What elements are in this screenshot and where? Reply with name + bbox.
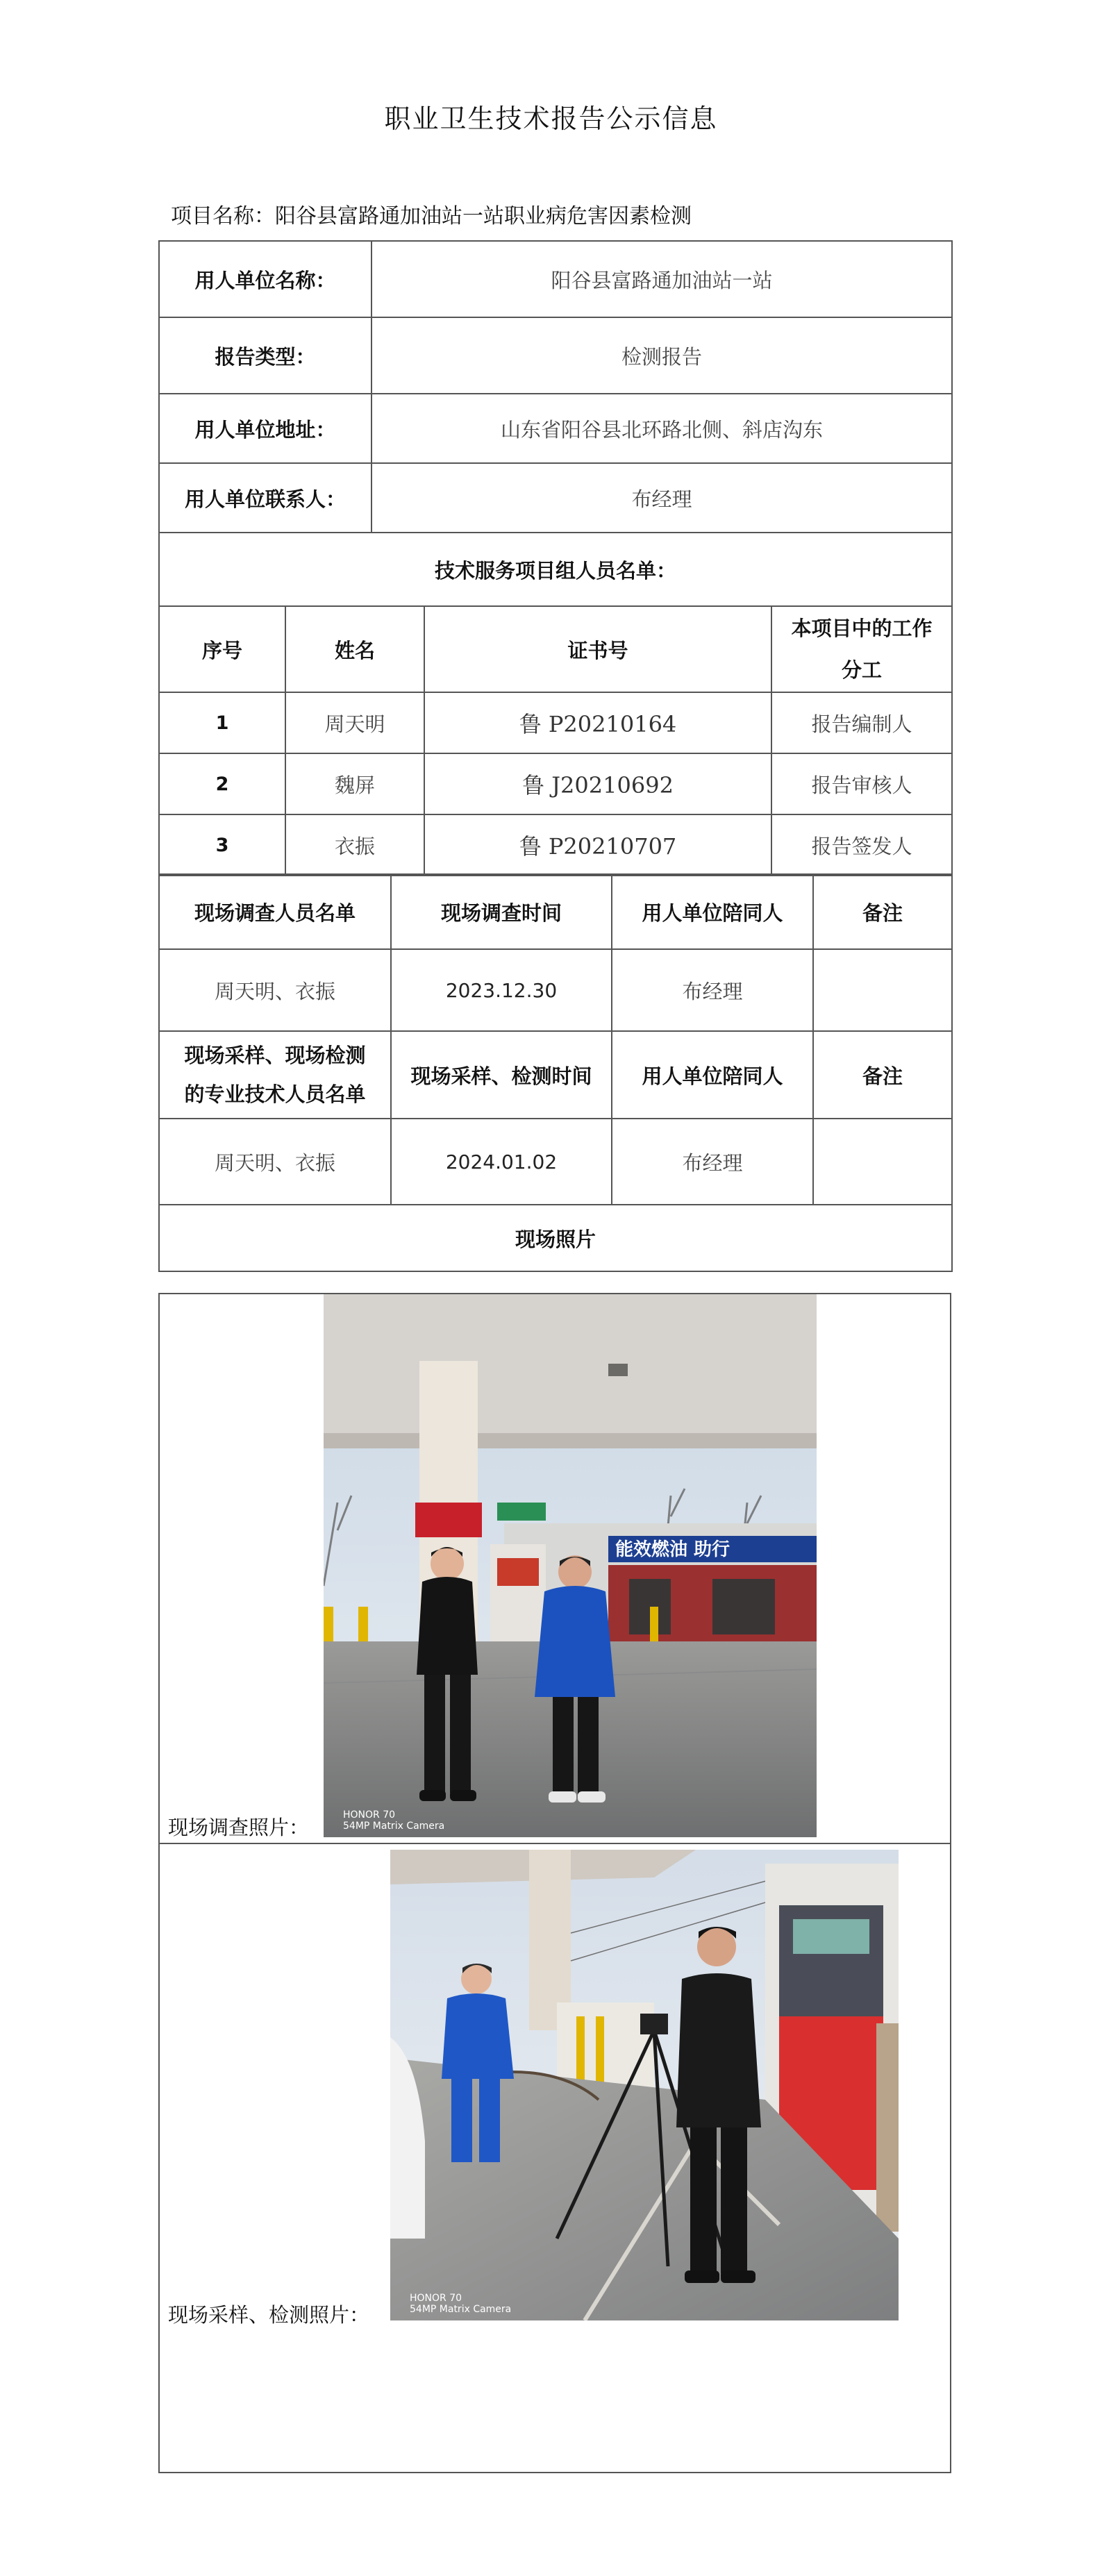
col-role xyxy=(771,606,952,692)
col-name: 姓名 xyxy=(285,606,424,692)
sampling-time-header: 现场采样、检测时间 xyxy=(391,1031,612,1119)
member-role: 报告审核人 xyxy=(771,753,952,814)
info-row xyxy=(159,394,952,463)
team-header-row xyxy=(159,606,952,692)
project-value: 阳谷县富路通加油站一站职业病危害因素检测 xyxy=(275,204,692,228)
watermark-line1: HONOR 70 xyxy=(410,2293,462,2304)
member-name: 衣振 xyxy=(285,814,424,876)
team-row xyxy=(159,753,952,814)
sampling-people-header xyxy=(159,1031,391,1119)
member-no: 3 xyxy=(159,814,285,876)
member-no: 2 xyxy=(159,753,285,814)
sampling-escort-header: 用人单位陪同人 xyxy=(612,1031,813,1119)
survey-escort: 布经理 xyxy=(612,949,813,1031)
survey-note-header: 备注 xyxy=(813,874,952,949)
survey-row xyxy=(159,949,952,1031)
info-table xyxy=(158,240,953,607)
info-row xyxy=(159,317,952,394)
watermark-line2: 54MP Matrix Camera xyxy=(410,2304,512,2315)
survey-people-header: 现场调查人员名单 xyxy=(159,874,391,949)
sampling-escort: 布经理 xyxy=(612,1119,813,1205)
info-row xyxy=(159,241,952,317)
sampling-photo-image xyxy=(390,1850,899,2320)
member-name: 周天明 xyxy=(285,692,424,753)
sampling-photo-caption: 现场采样、检测照片： xyxy=(168,2303,370,2327)
watermark-line2: 54MP Matrix Camera xyxy=(343,1821,445,1832)
sampling-note xyxy=(813,1119,952,1205)
sampling-header-row xyxy=(159,1031,952,1119)
photo-divider xyxy=(158,1843,951,1844)
camera-watermark xyxy=(343,1809,444,1832)
sampling-time: 2024.01.02 xyxy=(391,1119,612,1205)
project-name xyxy=(171,199,692,229)
sampling-note-header: 备注 xyxy=(813,1031,952,1119)
sampling-people: 周天明、衣振 xyxy=(159,1119,391,1205)
member-no: 1 xyxy=(159,692,285,753)
sampling-people-line1: 现场采样、现场检测 xyxy=(184,1044,366,1067)
survey-photo-caption: 现场调查照片： xyxy=(168,1816,310,1839)
member-cert: 鲁 J20210692 xyxy=(424,753,771,814)
survey-photo-image xyxy=(324,1294,817,1837)
member-role: 报告编制人 xyxy=(771,692,952,753)
survey-note xyxy=(813,949,952,1031)
sampling-row xyxy=(159,1119,952,1205)
project-label: 项目名称： xyxy=(171,204,275,228)
team-heading: 技术服务项目组人员名单： xyxy=(159,533,952,606)
info-row xyxy=(159,463,952,533)
sign-text: 能效燃油 助行 xyxy=(615,1539,731,1560)
info-value: 阳谷县富路通加油站一站 xyxy=(371,241,952,317)
survey-people: 周天明、衣振 xyxy=(159,949,391,1031)
col-role-line1: 本项目中的工作 xyxy=(791,617,933,640)
col-cert: 证书号 xyxy=(424,606,771,692)
info-label: 用人单位地址： xyxy=(159,394,371,463)
survey-time: 2023.12.30 xyxy=(391,949,612,1031)
col-no: 序号 xyxy=(159,606,285,692)
info-label: 用人单位名称： xyxy=(159,241,371,317)
sampling-people-line2: 的专业技术人员名单 xyxy=(184,1082,366,1106)
survey-photo xyxy=(324,1294,817,1837)
survey-escort-header: 用人单位陪同人 xyxy=(612,874,813,949)
info-label: 用人单位联系人： xyxy=(159,463,371,533)
photos-heading: 现场照片 xyxy=(159,1205,952,1271)
info-label: 报告类型： xyxy=(159,317,371,394)
survey-time-header: 现场调查时间 xyxy=(391,874,612,949)
info-value: 山东省阳谷县北环路北侧、斜店沟东 xyxy=(371,394,952,463)
camera-watermark xyxy=(410,2293,511,2315)
info-value: 布经理 xyxy=(371,463,952,533)
team-table xyxy=(158,605,953,876)
survey-header-row xyxy=(159,874,952,949)
col-role-line2: 分工 xyxy=(841,658,882,682)
survey-table xyxy=(158,873,953,1272)
page-title: 职业卫生技术报告公示信息 xyxy=(384,103,718,134)
watermark-line1: HONOR 70 xyxy=(343,1809,396,1821)
member-cert: 鲁 P20210164 xyxy=(424,692,771,753)
member-name: 魏屏 xyxy=(285,753,424,814)
team-row xyxy=(159,692,952,753)
sampling-photo xyxy=(390,1850,899,2320)
member-cert: 鲁 P20210707 xyxy=(424,814,771,876)
team-row xyxy=(159,814,952,876)
info-value: 检测报告 xyxy=(371,317,952,394)
member-role: 报告签发人 xyxy=(771,814,952,876)
